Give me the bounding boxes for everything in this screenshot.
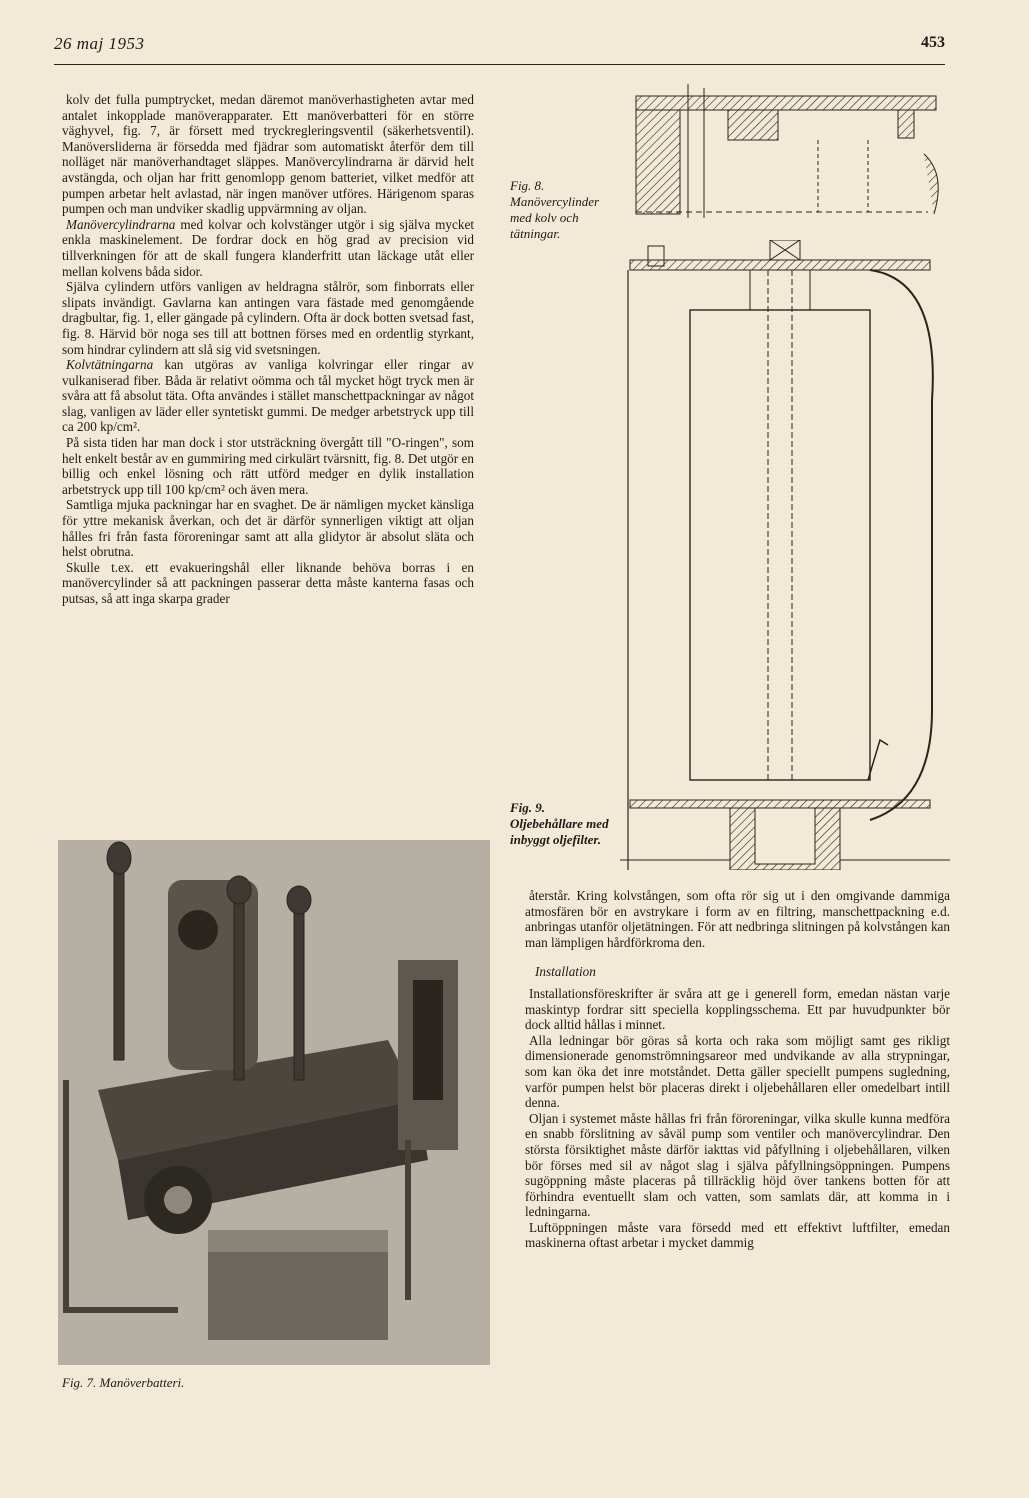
paragraph: Själva cylindern utförs vanligen av heldragna stålrör, som finborrats eller slipats invändigt. Gavlarna kan antingen vara fästade med genomgående dragbultar, fig. 1, eller gängade på cylindern. Ofta är dock botten svetsad fast, fig. 8. Härvid bör noga ses till att bottnen förses med en ordentlig styrkant, som hindrar cylindern att slå sig vid svetsningen.: [62, 279, 474, 357]
issue-date: 26 maj 1953: [54, 34, 145, 53]
paragraph: På sista tiden har man dock i stor utsträckning övergått till "O-ringen", som helt enkelt består av en gummiring med cirkulärt tvärsnitt, fig. 8. Det utgör en billig och enkel lösning och rätt utförd medger en dylik installation arbetstryck upp till 100 kp/cm² och även mera.: [62, 435, 474, 497]
fig8-caption: Fig. 8. Manövercylinder med kolv och tätningar.: [510, 178, 600, 241]
paragraph: Installationsföreskrifter är svåra att ge i generell form, emedan nästan varje maskintyp fordrar sitt speciella kopplingsschema. Ett par huvudpunkter bör dock alltid hållas i minnet.: [525, 985, 950, 1033]
paragraph-text: kan utgöras av vanliga kolvringar eller ringar av vulkaniserad fiber. Båda är relativt oömma och tål mycket högt tryck men är svåra att få absolut täta. Ofta användes i stället manschettpackningar av något slag, vanligen av läder eller syntetiskt gummi. De medger arbetstryck upp till ca 200 kp/cm².: [62, 357, 474, 435]
fig9-caption: Fig. 9. Oljebehållare med inbyggt oljefilter.: [510, 800, 609, 847]
left-column: [62, 92, 474, 607]
paragraph: kolv det fulla pumptrycket, medan däremot manöverhastigheten avtar med antalet inkopplade manöverapparater. Ett manöverbatteri för en större väghyvel, fig. 7, är försett med tryckregleringsventil (säkerhetsventil). Manöversliderna är försedda med fjädrar som automatiskt återför dem till nolläget när manöverhandtaget släppes. Manövercylindrarna är därvid helt avstängda, och oljan har fritt genomlopp genom batteriet, vilket medför att pumpen arbetar helt avlastad, när ingen manöver utföres. Härigenom sparas pumpen och man undviker skadlig uppvärmning av oljan.: [62, 92, 474, 217]
paragraph: Oljan i systemet måste hållas fri från föroreningar, vilka skulle kunna medföra en snabb förslitning av såväl pump som ventiler och manövercylindrar. Den största försiktighet måste därför iakttas vid påfyllning i oljebehållaren, vilken bör förses med sil av något slag i själva påfyllningsöppningen. Pumpens sugöppning måste placeras på tillräcklig höjd över tankens botten för att förhindra eventuellt slam och vatten, som samlats där, att komma in i ledningarna.: [525, 1110, 950, 1220]
inline-heading: Kolvtätningarna: [66, 357, 154, 373]
paragraph: Alla ledningar bör göras så korta och raka som möjligt samt ges rikligt dimensionerade genomströmningsareor med undvikande av alla strypningar, som kan öka det inre motståndet. Detta gäller speciellt pumpens sugledning, varför pumpen helst bör placeras direkt i oljebehållaren eller omedelbart intill denna.: [525, 1032, 950, 1111]
paragraph: [62, 357, 474, 435]
section-heading-installation: Installation: [535, 964, 596, 980]
inline-heading: Manövercylindrarna: [66, 216, 176, 232]
paragraph: återstår. Kring kolvstången, som ofta rör sig ut i den omgivande dammiga atmosfären bör en avstrykare i form av en filtring, manschettpackning e.d. anbringas utanför oljetätningen. För att nedbringa slitningen på kolvstången kan man lämpligen hårdförkroma den.: [525, 888, 950, 950]
fig8-cylinder-drawing: [628, 84, 946, 218]
paragraph: Luftöppningen måste vara försedd med ett effektivt luftfilter, emedan maskinerna oftast arbetar i mycket dammig: [525, 1219, 950, 1251]
fig7-caption: Fig. 7. Manöverbatteri.: [62, 1375, 185, 1390]
right-column: [525, 888, 950, 1251]
paragraph-text: med kolvar och kolvstänger utgör i sig själva mycket enkla maskinelement. De fordrar dock en hög grad av precision vid tillverkningen för att de skall fungera klanderfritt utan läckage utåt eller mellan kolvens båda sidor.: [62, 216, 474, 279]
page-header: [54, 34, 945, 65]
paragraph: [62, 217, 474, 279]
fig7-control-battery-photo: [58, 840, 490, 1365]
page-number: 453: [921, 34, 945, 51]
paragraph: Samtliga mjuka packningar har en svaghet. De är nämligen mycket känsliga för yttre mekanisk åverkan, och det är därför synnerligen viktigt att oljan hålles fri från fasta föroreningar samt att alla glidytor är absolut släta och helst obrutna.: [62, 497, 474, 560]
paragraph: Skulle t.ex. ett evakueringshål eller liknande behöva borras i en manövercylinder så att packningen passerar detta måste kanterna fasas och putsas, så att inga skarpa grader: [62, 559, 474, 606]
fig9-oil-tank-drawing: [620, 240, 950, 870]
